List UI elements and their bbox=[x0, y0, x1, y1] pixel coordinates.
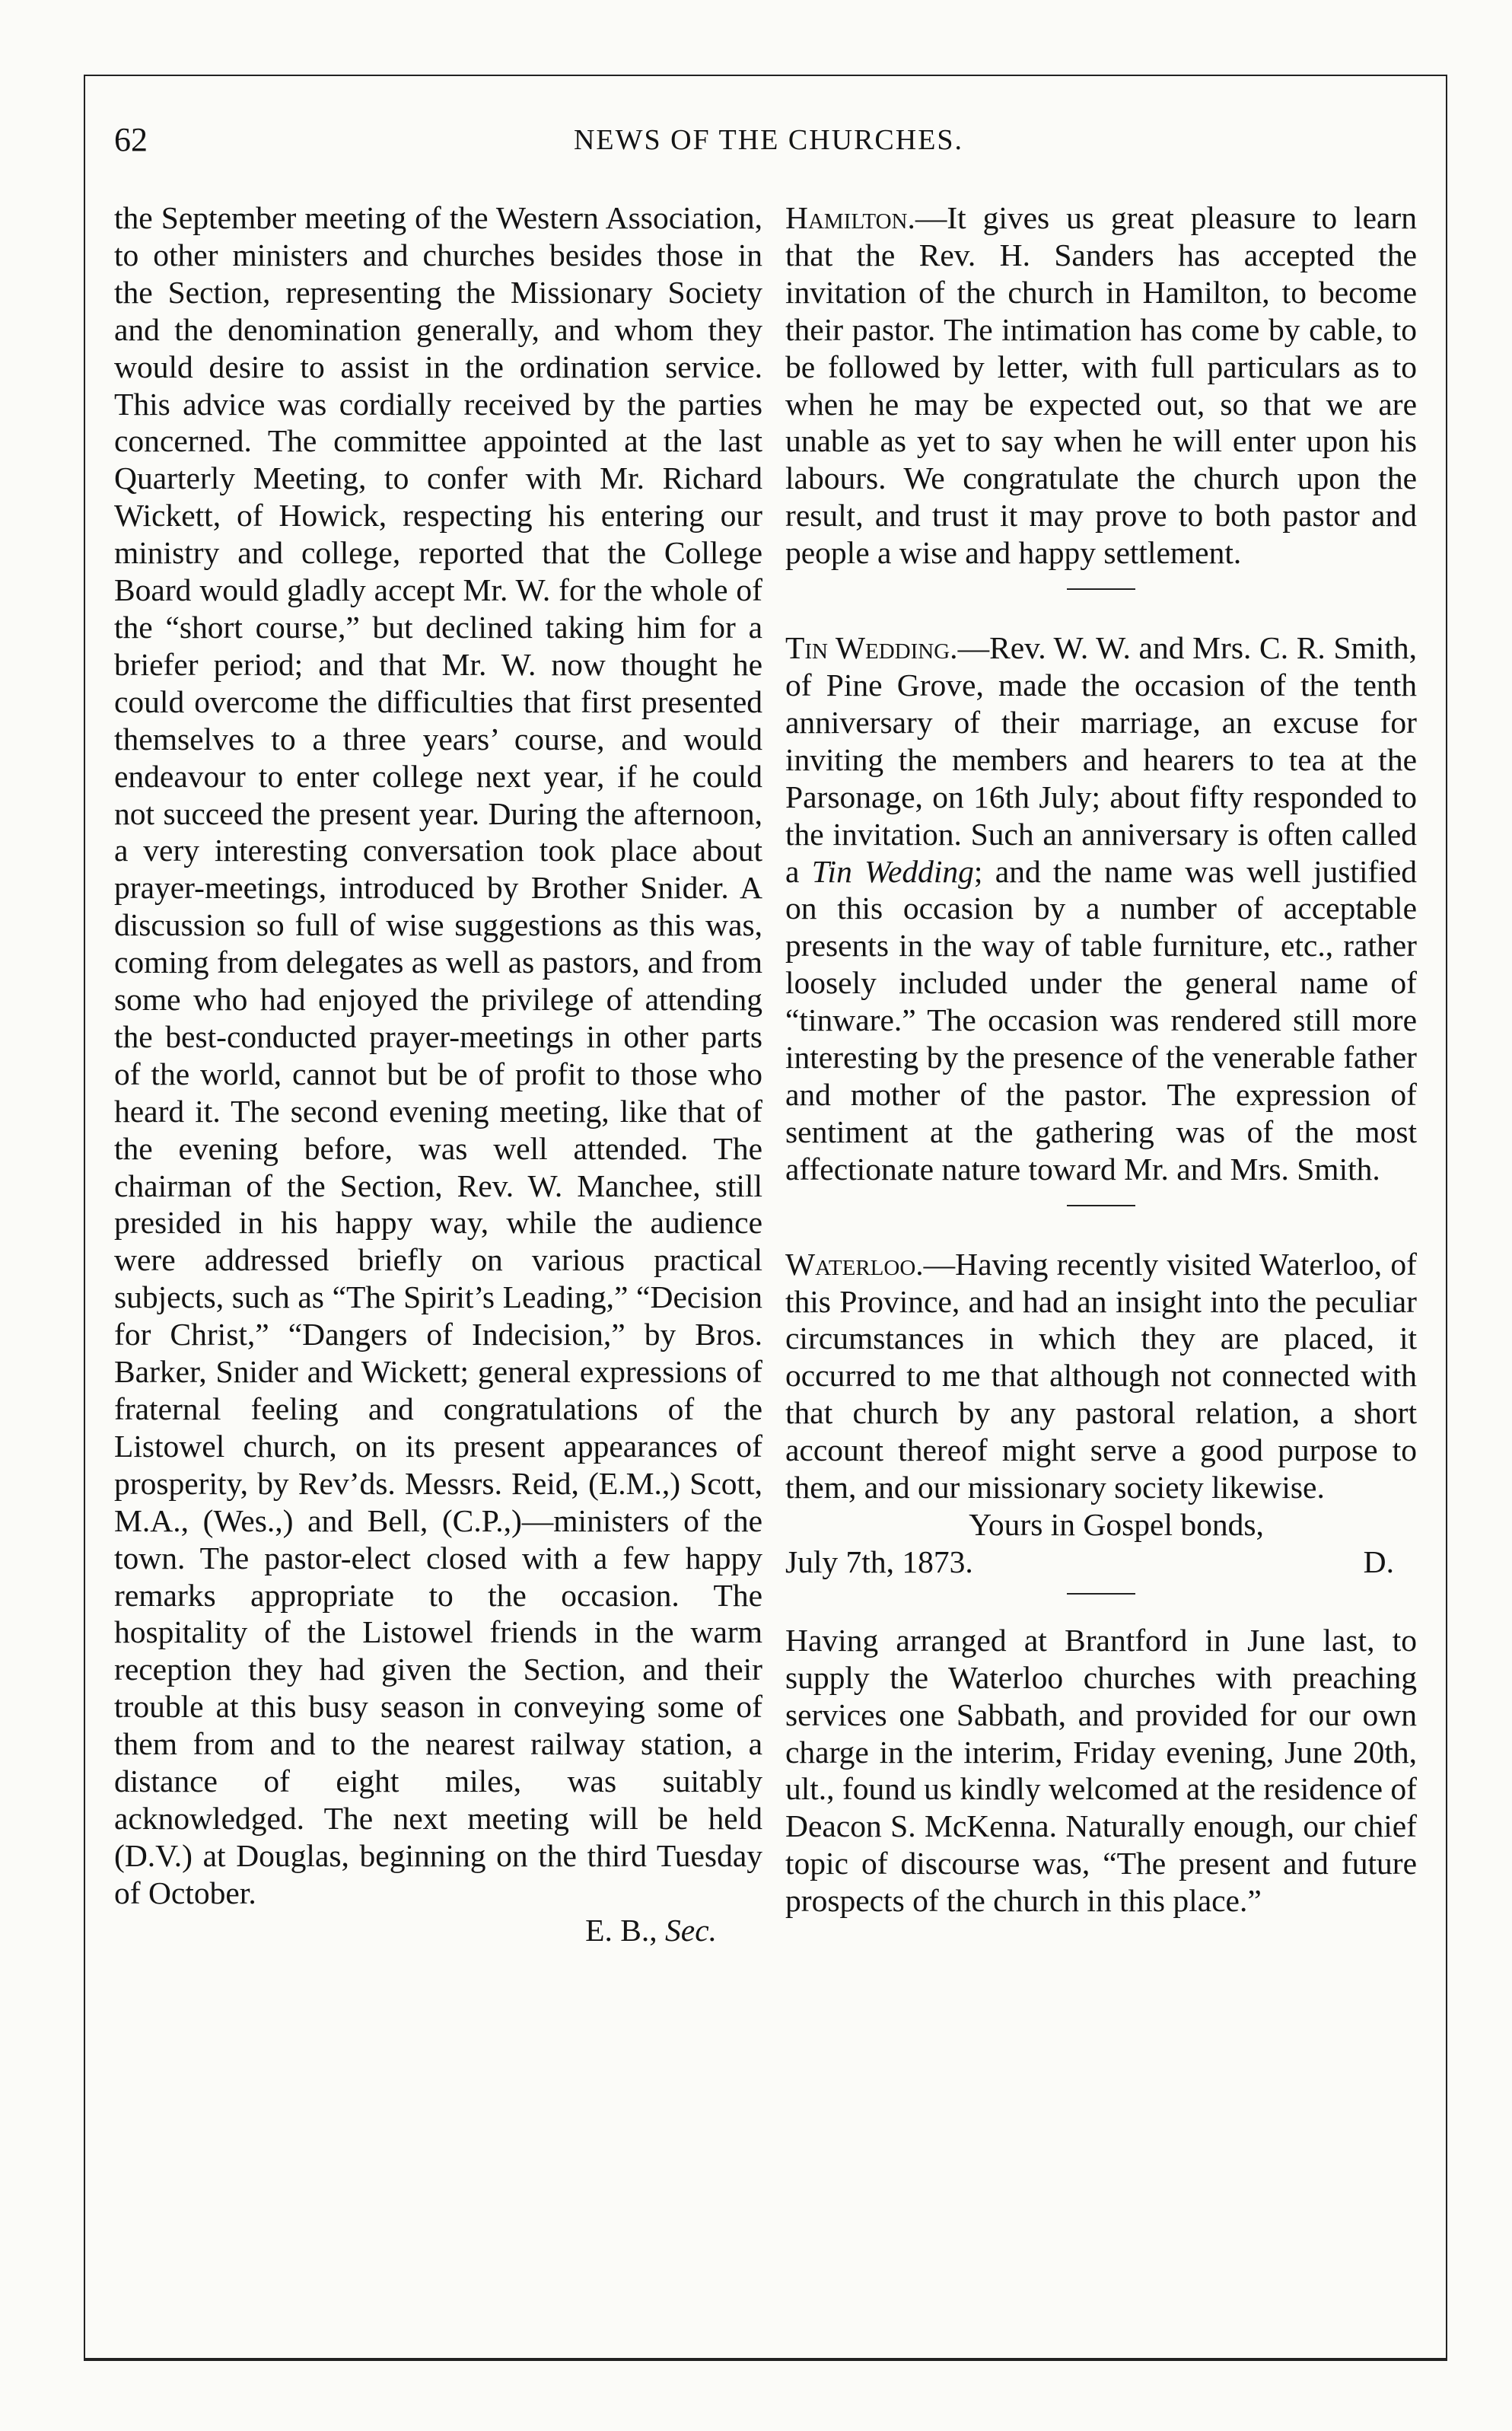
right-column bbox=[785, 199, 1417, 1920]
hamilton-paragraph bbox=[785, 199, 1417, 572]
signature-initials: E. B., bbox=[585, 1912, 657, 1948]
section-divider bbox=[1067, 588, 1135, 590]
waterloo-closing: Yours in Gospel bonds, bbox=[969, 1507, 1264, 1542]
tin-wedding-heading: Tin Wedding. bbox=[785, 630, 958, 666]
section-report-paragraph: the September meeting of the Western Association, to other ministers and churches besides those in the Section, representing the Missionary Society and the denomination generally, and whom they would desire to assist in the ordination service. This advice was cordially received by the parties concerned. The committee appointed at the last Quarterly Meeting, to confer with Mr. Richard Wickett, of Howick, respecting his entering our ministry and college, reported that the College Board would gladly accept Mr. W. for the whole of the “short course,” but declined taking him for a briefer period; and that Mr. W. now thought he could overcome the difficulties that first presented themselves to a three years’ course, and would endeavour to enter college next year, if he could not succeed the present year. During the afternoon, a very interesting conversation took place about prayer-meetings, introduced by Brother Snider. A discussion so full of wise suggestions as this was, coming from delegates as well as pastors, and from some who had enjoyed the privilege of attending the best-conducted prayer-meetings in other parts of the world, cannot but be of profit to those who heard it. The second evening meeting, like that of the evening before, was well attended. The chairman of the Section, Rev. W. Manchee, still presided in his happy way, while the audience were addressed briefly on various practical subjects, such as “The Spirit’s Leading,” “Decision for Christ,” “Dangers of Indecision,” by Bros. Barker, Snider and Wickett; general expressions of fraternal feeling and congratulations of the Listowel church, on its present appearances of prosperity, by Rev’ds. Messrs. Reid, (E.M.,) Scott, M.A., (Wes.,) and Bell, (C.P.,)—ministers of the town. The pastor-elect closed with a few happy remarks appropriate to the occasion. The hospitality of the Listowel friends in the warm reception they had given the Section, and their trouble at this busy season in conveying some of them from and to the nearest railway station, a distance of eight miles, was suitably acknowledged. The next meeting will be held (D.V.) at Douglas, beginning on the third Tuesday of October. bbox=[114, 200, 762, 1910]
tin-wedding-paragraph bbox=[785, 629, 1417, 1188]
hamilton-heading: Hamilton. bbox=[785, 200, 915, 235]
waterloo-date-line bbox=[785, 1544, 1417, 1581]
signature-title: Sec. bbox=[665, 1912, 717, 1948]
waterloo-paragraph bbox=[785, 1246, 1417, 1506]
brantford-paragraph: Having arranged at Brantford in June last, to supply the Waterloo churches with preaching services one Sabbath, and provided for our own charge in the interim, Friday evening, June 20th, ult., found us kindly welcomed at the residence of Deacon S. McKenna. Naturally enough, our chief topic of discourse was, “The present and future prospects of the church in this place.” bbox=[785, 1622, 1417, 1919]
running-head: NEWS OF THE CHURCHES. bbox=[573, 124, 964, 156]
page-number: 62 bbox=[114, 121, 148, 158]
hamilton-text: —It gives us great pleasure to learn that the Rev. H. Sanders has accepted the invitation of the church in Hamilton, to become their pastor. The intimation has come by cable, to be followed by letter, with full particulars as to when he may be expected out, so that we are unable as yet to say when he will enter upon his labours. We congratulate the church upon the result, and trust it may prove to both pastor and people a wise and happy settlement. bbox=[785, 200, 1417, 571]
signature bbox=[114, 1912, 762, 1949]
page-header bbox=[114, 120, 1423, 166]
waterloo-initial: D. bbox=[1363, 1544, 1394, 1579]
tin-wedding-text-a: —Rev. W. W. and Mrs. C. R. Smith, of Pine Grove, made the occasion of the tenth anniversary of their marriage, an excuse for inviting the members and hearers to tea at the Parsonage, on 16th July; about fifty responded to the invitation. Such an anniversary is often called a bbox=[785, 630, 1418, 889]
waterloo-date: July 7th, 1873. bbox=[785, 1544, 973, 1579]
tin-wedding-italic: Tin Wedding bbox=[811, 853, 974, 889]
section-divider bbox=[1067, 1593, 1135, 1595]
bottom-rule bbox=[84, 2358, 1447, 2361]
waterloo-text: —Having recently visited Waterloo, of this Province, and had an insight into the peculiar circumstances in which they are placed, it occurred to me that although not connected with that church by any pastoral relation, a short account thereof might serve a good purpose to them, and our missionary society likewise. bbox=[785, 1246, 1417, 1505]
section-divider bbox=[1067, 1205, 1135, 1206]
tin-wedding-text-b: ; and the name was well justified on this occasion by a number of acceptable presents in the way of table furniture, etc., rather loosely included under the general name of “tinware.” The occasion was rendered still more interesting by the presence of the venerable father and mother of the pastor. The expression of sentiment at the gathering was of the most affectionate nature toward Mr. and Mrs. Smith. bbox=[785, 853, 1417, 1187]
left-column bbox=[114, 199, 762, 1949]
waterloo-heading: Waterloo. bbox=[785, 1246, 924, 1282]
